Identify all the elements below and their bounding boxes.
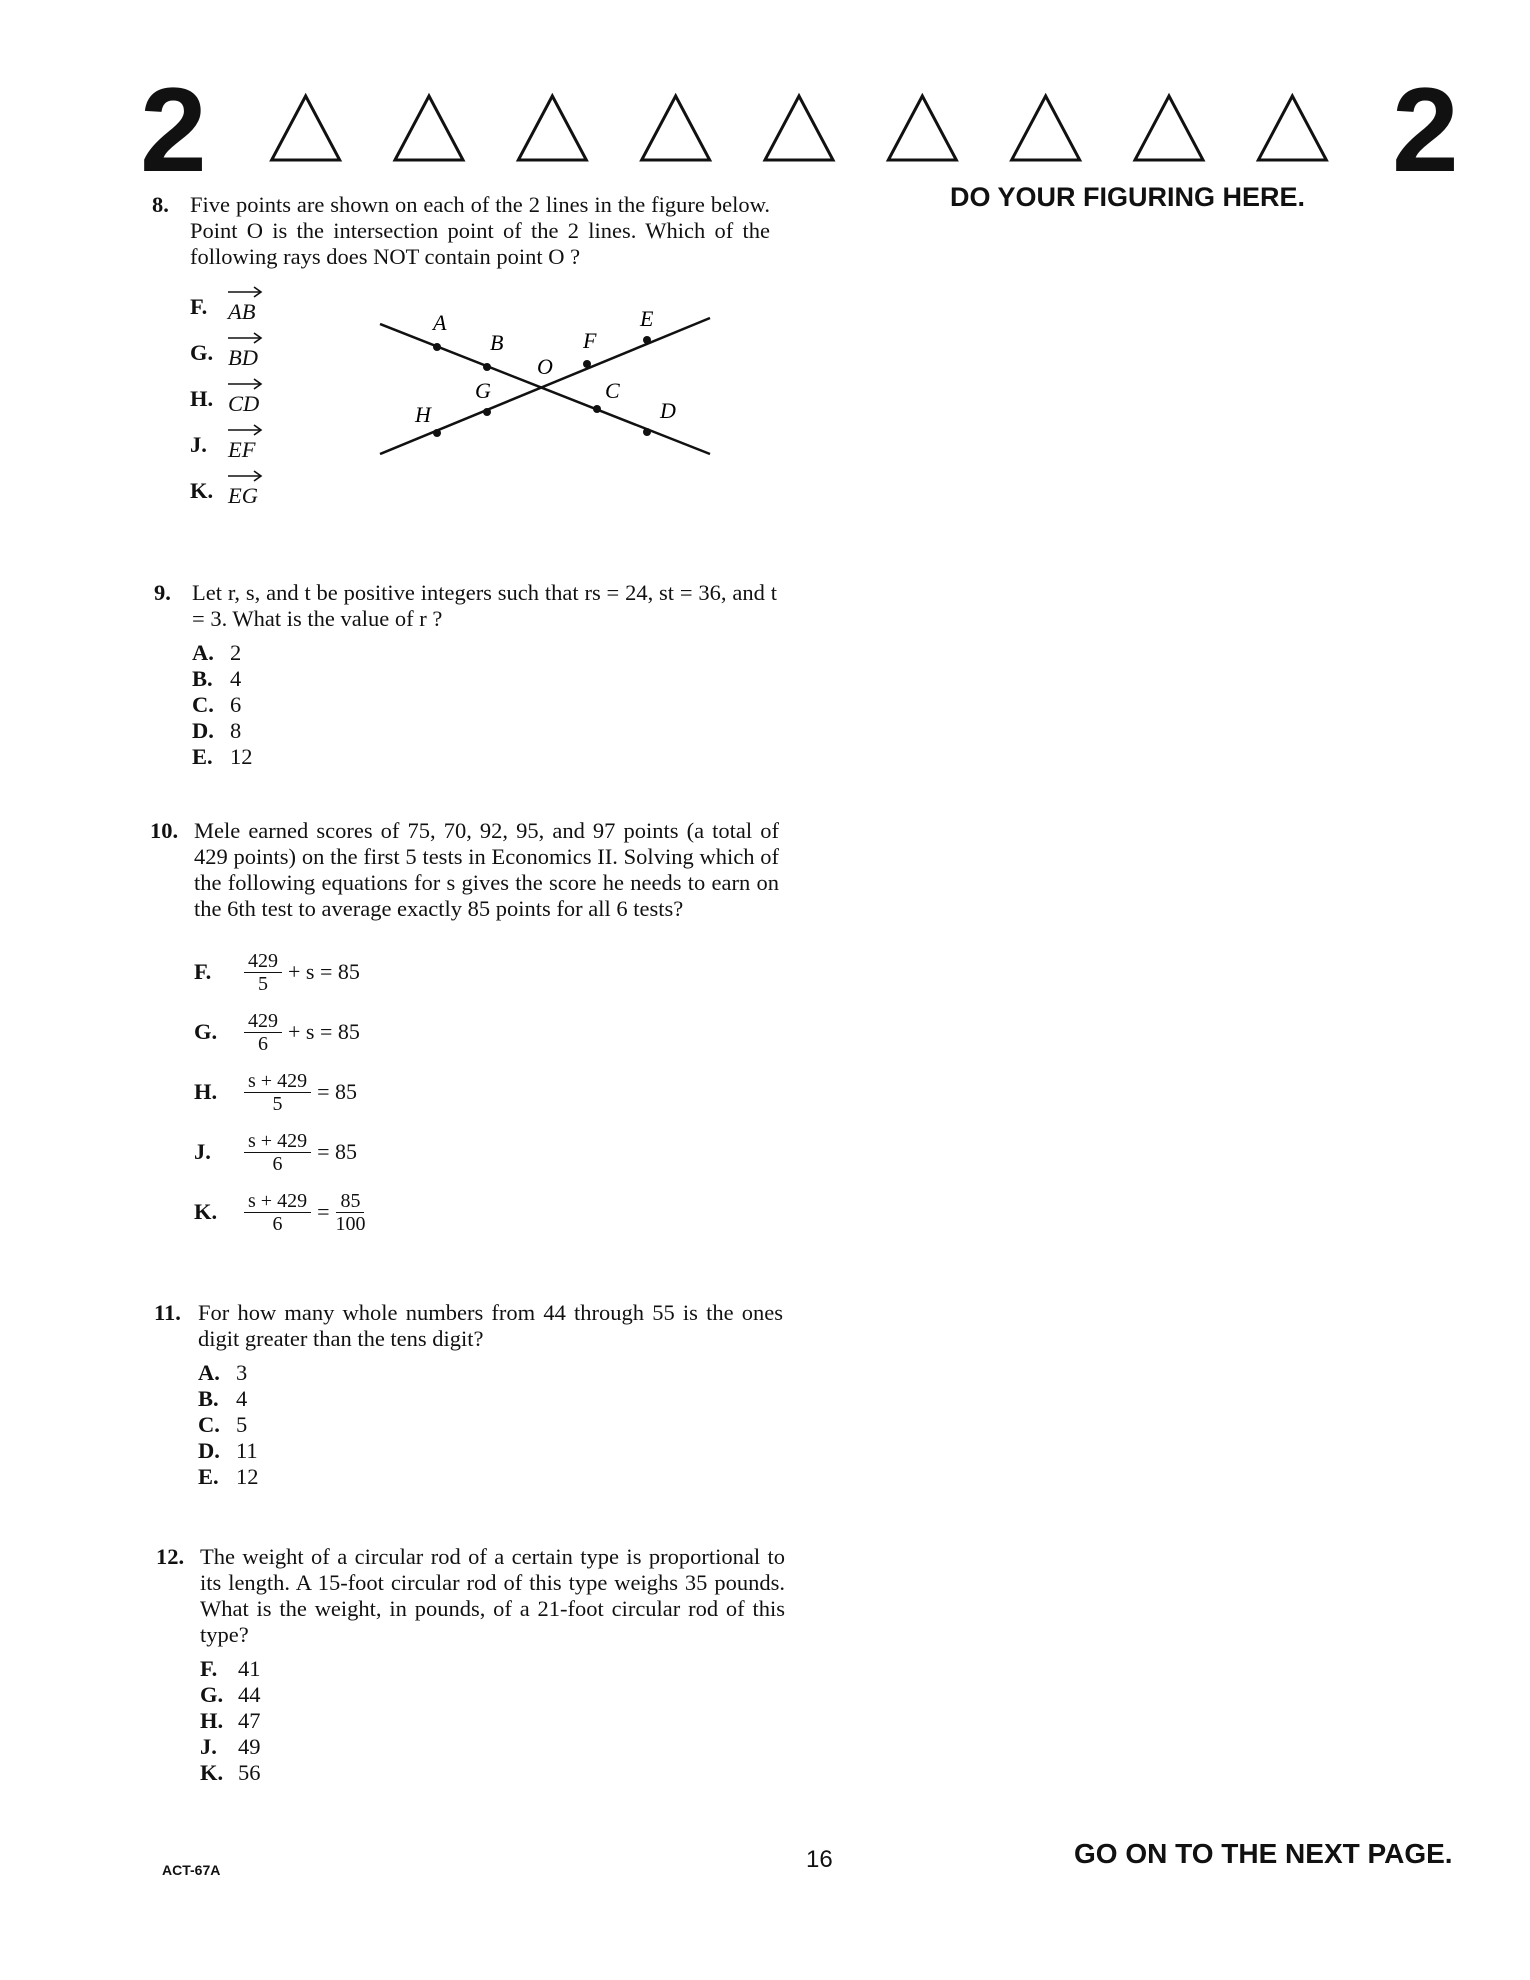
choice-a[interactable]: A. 3 bbox=[198, 1360, 248, 1385]
page-number: 16 bbox=[806, 1846, 833, 1873]
triangle-icon bbox=[765, 96, 833, 160]
point-g bbox=[483, 408, 491, 416]
question-number: 8. bbox=[152, 192, 169, 217]
choice-k[interactable]: K. 56 bbox=[200, 1760, 261, 1785]
choice-c[interactable]: C. 6 bbox=[192, 692, 242, 717]
question-number: 10. bbox=[150, 818, 179, 843]
form-code: ACT-67A bbox=[162, 1862, 221, 1878]
question-11 bbox=[154, 1300, 783, 1490]
choice-g[interactable]: G. 44 bbox=[200, 1682, 261, 1707]
triangle-icon bbox=[1135, 96, 1203, 160]
ray-label: EG bbox=[228, 473, 258, 509]
choice-k[interactable]: K. $\frac{s + 429}{6}$ = $\frac{85}{100}$ bbox=[194, 1189, 366, 1235]
triangle-icon bbox=[1258, 96, 1326, 160]
choice-f[interactable]: F. 41 bbox=[200, 1656, 261, 1681]
choice-c[interactable]: C. 5 bbox=[198, 1412, 248, 1437]
question-stem: For how many whole numbers from 44 through 55 is the ones digit greater than the tens digit? bbox=[198, 1300, 783, 1351]
question-number: 9. bbox=[154, 580, 171, 605]
triangle-icon bbox=[395, 96, 463, 160]
choice-g[interactable]: G. $\frac{429}{6}$ + s = 85 bbox=[194, 1009, 360, 1055]
choice-j[interactable]: J. 49 bbox=[200, 1734, 261, 1759]
triangle-icon bbox=[518, 96, 586, 160]
fraction: $\frac{429}{5}$ bbox=[244, 950, 282, 995]
ray-label: CD bbox=[228, 381, 259, 417]
question-9 bbox=[154, 580, 777, 770]
point-label-d: D bbox=[660, 398, 676, 423]
triangle-icon bbox=[888, 96, 956, 160]
ray-arrow-icon bbox=[226, 469, 266, 483]
choice-h[interactable]: H. CD bbox=[190, 376, 770, 422]
question-stem: Five points are shown on each of the 2 lines in the figure below. Point O is the intersection point of the 2 lines. Which of the following rays does NOT contain point O ? bbox=[190, 192, 770, 269]
choice-b[interactable]: B. 4 bbox=[192, 666, 242, 691]
fraction: $\frac{s + 429}{6}$ bbox=[244, 1130, 311, 1175]
point-label-e: E bbox=[640, 308, 654, 331]
point-f bbox=[583, 360, 591, 368]
ray-arrow-icon bbox=[226, 285, 266, 299]
point-a bbox=[433, 343, 441, 351]
ray-arrow-icon bbox=[226, 377, 266, 391]
intersecting-lines-figure bbox=[375, 308, 715, 468]
question-number: 12. bbox=[156, 1544, 185, 1569]
ray-arrow-icon bbox=[226, 423, 266, 437]
ray-label: EF bbox=[228, 427, 256, 463]
point-e bbox=[643, 336, 651, 344]
ray-label: AB bbox=[228, 289, 256, 325]
point-label-o: O bbox=[537, 354, 553, 379]
choice-j[interactable]: J. $\frac{s + 429}{6}$ = 85 bbox=[194, 1129, 357, 1175]
triangle-icon bbox=[1012, 96, 1080, 160]
choice-h[interactable]: H. $\frac{s + 429}{5}$ = 85 bbox=[194, 1069, 357, 1115]
choice-b[interactable]: B. 4 bbox=[198, 1386, 248, 1411]
question-number: 11. bbox=[154, 1300, 181, 1325]
point-b bbox=[483, 363, 491, 371]
choice-e[interactable]: E. 12 bbox=[198, 1464, 259, 1489]
question-stem: Mele earned scores of 75, 70, 92, 95, and 97 points (a total of 429 points) on the first 5 tests in Economics II. Solving which of the following equations for s gives the score he needs to earn on the 6th test to average exactly 85 points for all 6 tests? bbox=[194, 818, 779, 921]
point-label-a: A bbox=[433, 310, 447, 335]
next-page-instruction: GO ON TO THE NEXT PAGE. bbox=[1074, 1838, 1453, 1869]
triangle-banner bbox=[244, 92, 1354, 164]
question-10 bbox=[150, 818, 779, 1242]
question-12 bbox=[156, 1544, 785, 1786]
choice-e[interactable]: E. 12 bbox=[192, 744, 253, 769]
point-label-f: F bbox=[583, 328, 597, 353]
choice-f[interactable]: F. $\frac{429}{5}$ + s = 85 bbox=[194, 949, 360, 995]
ray-label: BD bbox=[228, 335, 258, 371]
choice-j[interactable]: J. EF bbox=[190, 422, 770, 468]
section-number-right: 2 bbox=[1392, 63, 1459, 197]
triangle-icon bbox=[272, 96, 340, 160]
point-label-b: B bbox=[490, 330, 504, 355]
point-label-c: C bbox=[605, 378, 620, 403]
point-d bbox=[643, 428, 651, 436]
choice-d[interactable]: D. 11 bbox=[198, 1438, 258, 1463]
question-stem: Let r, s, and t be positive integers such that rs = 24, st = 36, and t = 3. What is the value of r ? bbox=[192, 580, 777, 631]
section-number-left: 2 bbox=[140, 63, 207, 197]
triangle-icon bbox=[642, 96, 710, 160]
choice-g[interactable]: G. BD bbox=[190, 330, 770, 376]
figuring-label: DO YOUR FIGURING HERE. bbox=[950, 182, 1306, 212]
question-stem: The weight of a circular rod of a certain type is proportional to its length. A 15-foot circular rod of this type weighs 35 pounds. What is the weight, in pounds, of a 21-foot circular rod of this type? bbox=[200, 1544, 785, 1647]
fraction: $\frac{429}{6}$ bbox=[244, 1010, 282, 1055]
point-h bbox=[433, 429, 441, 437]
fraction: $\frac{s + 429}{6}$ bbox=[244, 1190, 311, 1235]
choice-d[interactable]: D. 8 bbox=[192, 718, 242, 743]
choice-f[interactable]: F. AB bbox=[190, 284, 770, 330]
point-c bbox=[593, 405, 601, 413]
fraction: $\frac{85}{100}$ bbox=[335, 1189, 366, 1235]
fraction: $\frac{s + 429}{5}$ bbox=[244, 1070, 311, 1115]
point-label-g: G bbox=[475, 378, 491, 403]
ray-arrow-icon bbox=[226, 331, 266, 345]
point-label-h: H bbox=[415, 402, 431, 427]
choice-h[interactable]: H. 47 bbox=[200, 1708, 261, 1733]
choice-a[interactable]: A. 2 bbox=[192, 640, 242, 665]
choice-k[interactable]: K. EG bbox=[190, 468, 770, 514]
